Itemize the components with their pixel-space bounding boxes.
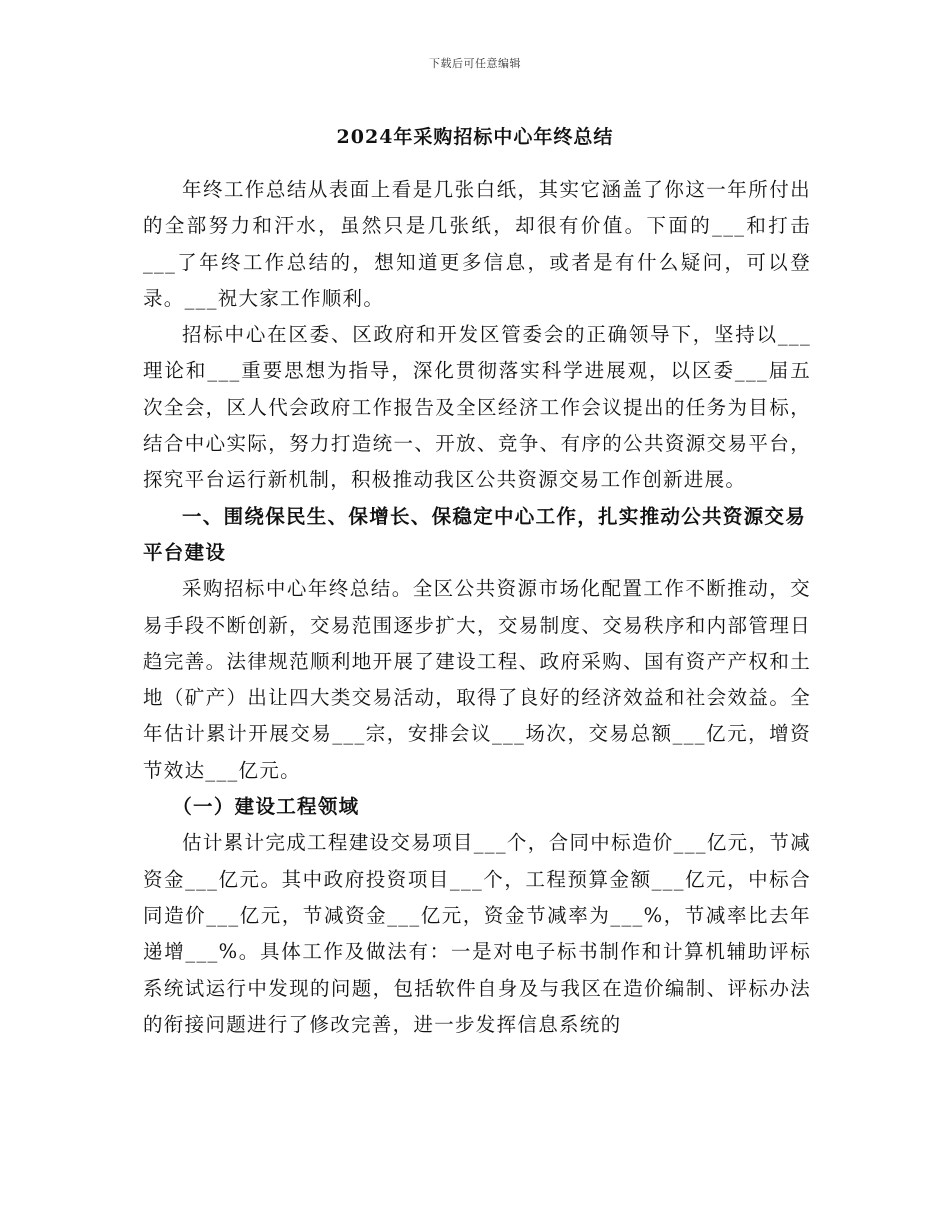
section-heading-1: 一、围绕保民生、保增长、保稳定中心工作，扎实推动公共资源交易平台建设	[143, 504, 807, 564]
header-note: 下载后可任意编辑	[429, 57, 521, 70]
document-body	[143, 172, 811, 1043]
subsection-heading-construction: （一）建设工程领域	[172, 795, 360, 819]
paragraph-section-1: 采购招标中心年终总结。全区公共资源市场化配置工作不断推动，交易手段不断创新，交易范围逐步扩大，交易制度、交易秩序和内部管理日趋完善。法律规范顺利地开展了建设工程、政府采购、国有资产产权和土地（矿产）出让四大类交易活动，取得了良好的经济效益和社会效益。全年估计累计开展交易___宗，安排会议___场次，交易总额___亿元，增资节效达___亿元。	[143, 577, 811, 782]
paragraph-intro: 年终工作总结从表面上看是几张白纸，其实它涵盖了你这一年所付出的全部努力和汗水，虽然只是几张纸，却很有价值。下面的___和打击___了年终工作总结的，想知道更多信息，或者是有什么疑问，可以登录。___祝大家工作顺利。	[143, 178, 811, 310]
paragraph-construction: 估计累计完成工程建设交易项目___个，合同中标造价___亿元，节减资金___亿元。其中政府投资项目___个，工程预算金额___亿元，中标合同造价___亿元，节减资金___亿元，资金节减率为___%，节减率比去年递增___%。具体工作及做法有：一是对电子标书制作和计算机辅助评标系统试运行中发现的问题，包括软件自身及与我区在造价编制、评标办法的衔接问题进行了修改完善，进一步发挥信息系统的	[143, 831, 811, 1036]
paragraph-overview: 招标中心在区委、区政府和开发区管委会的正确领导下，坚持以___理论和___重要思想为指导，深化贯彻落实科学进展观，以区委___届五次全会，区人代会政府工作报告及全区经济工作会议提出的任务为目标，结合中心实际，努力打造统一、开放、竞争、有序的公共资源交易平台，探究平台运行新机制，积极推动我区公共资源交易工作创新进展。	[143, 323, 811, 492]
document-title: 2024年采购招标中心年终总结	[336, 126, 614, 148]
